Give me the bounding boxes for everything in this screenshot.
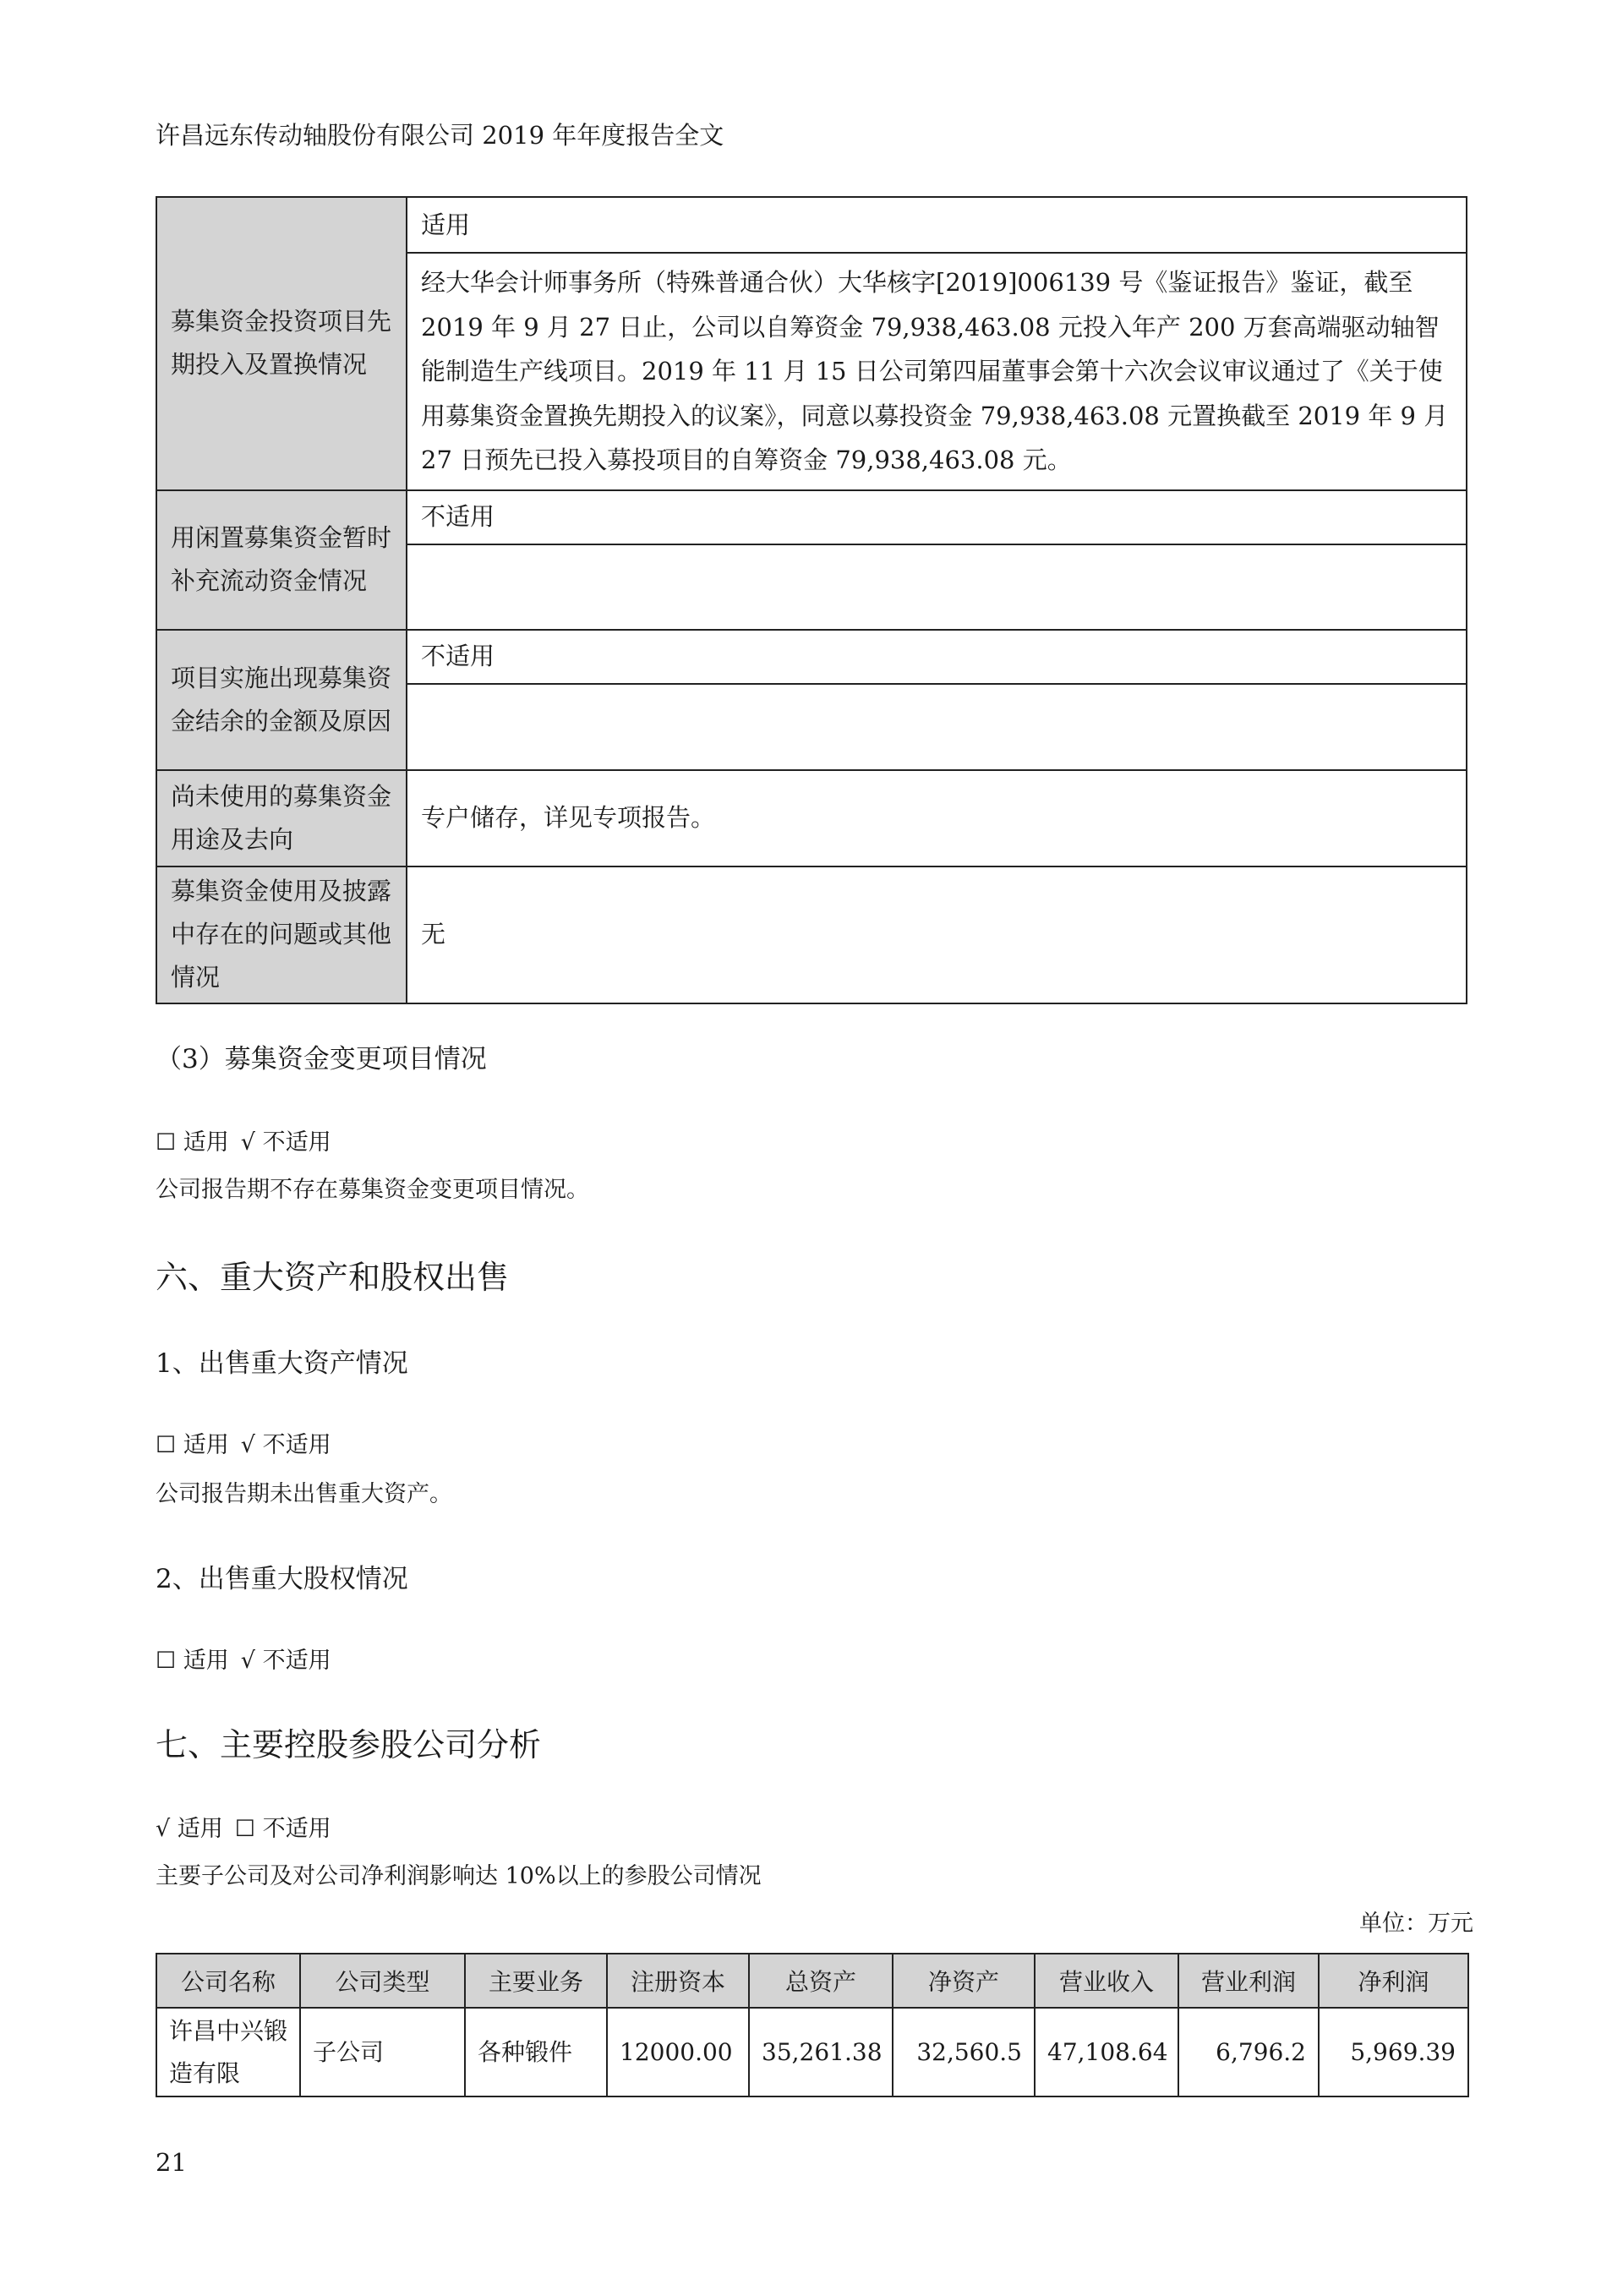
- table-row: [156, 2008, 1468, 2096]
- section-6-2-options: [156, 1646, 343, 1676]
- row-value-detail: 经大华会计师事务所（特殊普通合伙）大华核字[2019]006139 号《鉴证报告》鉴证，截至 2019 年 9 月 27 日止，公司以自筹资金 79,938,463.08 元投入年产 200 万套高端驱动轴智能制造生产线项目。2019 年 11 月 15 日公司第四届董事会第十六次会议审议通过了《关于使用募集资金置换先期投入的议案》，同意以募投资金 79,938,463.08 元置换截至 2019 年 9 月 27 日预先已投入募投项目的自筹资金 79,938,463.08 元。: [407, 253, 1467, 490]
- section-7-text: 主要子公司及对公司净利润影响达 10%以上的参股公司情况: [156, 1863, 762, 1889]
- option-applicable: ☐ 适用: [156, 1129, 229, 1156]
- column-header: 总资产: [749, 1954, 893, 2008]
- total-assets-cell: 35,261.38: [749, 2008, 893, 2096]
- registered-capital-cell: 12000.00: [607, 2008, 749, 2096]
- table-row: [156, 197, 1467, 253]
- row-label: 用闲置募集资金暂时补充流动资金情况: [156, 490, 407, 630]
- row-value: 不适用: [407, 630, 1467, 684]
- subsidiary-table: [156, 1953, 1469, 2097]
- column-header: 营业收入: [1035, 1954, 1178, 2008]
- option-not-applicable: ☐ 不适用: [234, 1816, 331, 1842]
- net-profit-cell: 5,969.39: [1319, 2008, 1468, 2096]
- table-row: [156, 490, 1467, 544]
- column-header: 注册资本: [607, 1954, 749, 2008]
- section-3-text: 公司报告期不存在募集资金变更项目情况。: [156, 1177, 589, 1203]
- option-not-applicable: √ 不适用: [240, 1648, 331, 1674]
- row-value-empty: [407, 544, 1467, 630]
- row-label: 募集资金投资项目先期投入及置换情况: [156, 197, 407, 490]
- section-6-1-text: 公司报告期未出售重大资产。: [156, 1481, 452, 1507]
- row-value-empty: [407, 684, 1467, 770]
- section-6-2-title: 2、出售重大股权情况: [156, 1564, 408, 1594]
- section-7-title: 七、主要控股参股公司分析: [156, 1726, 542, 1763]
- section-3-title: （3）募集资金变更项目情况: [156, 1044, 487, 1074]
- company-name-cell: 许昌中兴锻造有限: [156, 2008, 300, 2096]
- row-value: 不适用: [407, 490, 1467, 544]
- column-header: 营业利润: [1178, 1954, 1319, 2008]
- table-row: [156, 630, 1467, 684]
- column-header: 净资产: [893, 1954, 1035, 2008]
- table-row: [156, 770, 1467, 866]
- option-not-applicable: √ 不适用: [240, 1129, 331, 1156]
- column-header: 公司类型: [300, 1954, 465, 2008]
- option-applicable: ☐ 适用: [156, 1648, 229, 1674]
- section-6-1-title: 1、出售重大资产情况: [156, 1348, 408, 1379]
- row-value: 无: [407, 866, 1467, 1003]
- revenue-cell: 47,108.64: [1035, 2008, 1178, 2096]
- table-header-row: [156, 1954, 1468, 2008]
- row-value: 适用: [407, 197, 1467, 253]
- page-header: 许昌远东传动轴股份有限公司 2019 年年度报告全文: [156, 121, 724, 150]
- column-header: 公司名称: [156, 1954, 300, 2008]
- row-label: 项目实施出现募集资金结余的金额及原因: [156, 630, 407, 770]
- section-3-options: [156, 1128, 343, 1158]
- option-applicable: √ 适用: [156, 1816, 223, 1842]
- company-type-cell: 子公司: [300, 2008, 465, 2096]
- option-applicable: ☐ 适用: [156, 1432, 229, 1458]
- row-label: 尚未使用的募集资金用途及去向: [156, 770, 407, 866]
- fund-usage-table: [156, 196, 1467, 1004]
- table-row: [156, 866, 1467, 1003]
- unit-label: 单位：万元: [1359, 1911, 1473, 1937]
- main-business-cell: 各种锻件: [465, 2008, 607, 2096]
- section-6-1-options: [156, 1430, 343, 1461]
- column-header: 净利润: [1319, 1954, 1468, 2008]
- column-header: 主要业务: [465, 1954, 607, 2008]
- row-value: 专户储存，详见专项报告。: [407, 770, 1467, 866]
- page-number: 21: [156, 2148, 187, 2177]
- operating-profit-cell: 6,796.2: [1178, 2008, 1319, 2096]
- section-7-options: [156, 1814, 343, 1845]
- row-label: 募集资金使用及披露中存在的问题或其他情况: [156, 866, 407, 1003]
- net-assets-cell: 32,560.5: [893, 2008, 1035, 2096]
- section-6-title: 六、重大资产和股权出售: [156, 1259, 510, 1296]
- option-not-applicable: √ 不适用: [240, 1432, 331, 1458]
